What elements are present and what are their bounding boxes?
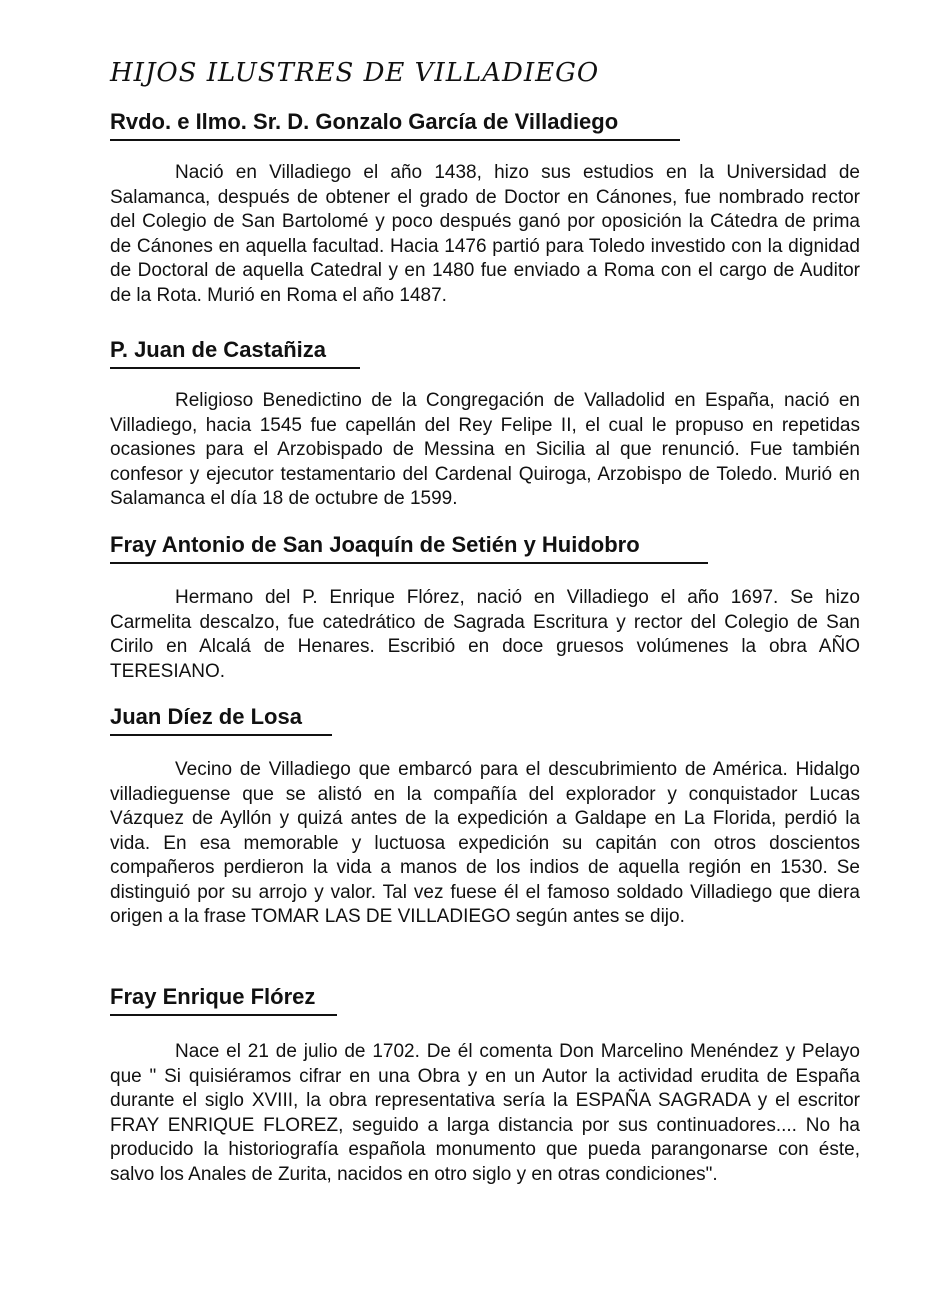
heading-underline bbox=[110, 562, 708, 564]
heading-underline bbox=[110, 734, 332, 736]
section-heading: Rvdo. e Ilmo. Sr. D. Gonzalo García de Villadiego bbox=[110, 109, 619, 134]
section-body: Nace el 21 de julio de 1702. De él comenta Don Marcelino Menéndez y Pelayo que " Si quisiéramos cifrar en una Obra y en un Autor la actividad erudita de España durante el siglo XVIII, la obra representativa sería la ESPAÑA SAGRADA y el escritor FRAY ENRIQUE FLOREZ, seguido a larga distancia por sus continuadores.... No ha producido la historiografía española monumento que pueda parangonarse con éste, salvo los Anales de Zurita, nacidos en otro siglo y en otras condiciones". bbox=[110, 1041, 860, 1185]
section-heading: Juan Díez de Losa bbox=[110, 704, 302, 729]
heading-underline bbox=[110, 139, 680, 141]
biography-section-juan-castaniza bbox=[110, 336, 860, 512]
section-body: Hermano del P. Enrique Flórez, nació en Villadiego el año 1697. Se hizo Carmelita descalzo, fue catedrático de Sagrada Escritura y rector del Colegio de San Cirilo en Alcalá de Henares. Escribió en doce gruesos volúmenes la obra AÑO TERESIANO. bbox=[110, 587, 860, 682]
section-heading: P. Juan de Castañiza bbox=[110, 337, 327, 362]
biography-section-antonio-setien bbox=[110, 531, 860, 684]
biography-section-juan-diez-losa bbox=[110, 703, 860, 930]
section-body: Vecino de Villadiego que embarcó para el descubrimiento de América. Hidalgo villadieguense que se alistó en la compañía del explorador y conquistador Lucas Vázquez de Ayllón y quizá antes de la expedición a Galdape en La Florida, perdió la vida. En esa memorable y luctuosa expedición su capitán con otros doscientos compañeros perdieron la vida a manos de los indios de aquella región en 1530. Se distinguió por su arrojo y valor. Tal vez fuese él el famoso soldado Villadiego que diera origen a la frase TOMAR LAS DE VILLADIEGO según antes se dijo. bbox=[110, 759, 860, 927]
heading-underline bbox=[110, 367, 360, 369]
section-body: Nació en Villadiego el año 1438, hizo sus estudios en la Universidad de Salamanca, después de obtener el grado de Doctor en Cánones, fue nombrado rector del Colegio de San Bartolomé y poco después ganó por oposición la Cátedra de prima de Cánones en aquella facultad. Hacia 1476 partió para Toledo investido con la dignidad de Doctoral de aquella Catedral y en 1480 fue enviado a Roma con el cargo de Auditor de la Rota. Murió en Roma el año 1487. bbox=[110, 162, 860, 306]
page-title: HIJOS ILUSTRES DE VILLADIEGO bbox=[110, 58, 600, 88]
biography-section-enrique-florez bbox=[110, 983, 860, 1187]
biography-section-gonzalo-garcia bbox=[110, 108, 860, 308]
section-heading: Fray Enrique Flórez bbox=[110, 984, 316, 1009]
section-heading: Fray Antonio de San Joaquín de Setién y Huidobro bbox=[110, 532, 640, 557]
section-body: Religioso Benedictino de la Congregación de Valladolid en España, nació en Villadiego, hacia 1545 fue capellán del Rey Felipe II, el cual le propuso en repetidas ocasiones para el Arzobispado de Messina en Sicilia al que renunció. Fue también confesor y ejecutor testamentario del Cardenal Quiroga, Arzobispo de Toledo. Murió en Salamanca el día 18 de octubre de 1599. bbox=[110, 390, 860, 509]
heading-underline bbox=[110, 1014, 337, 1016]
